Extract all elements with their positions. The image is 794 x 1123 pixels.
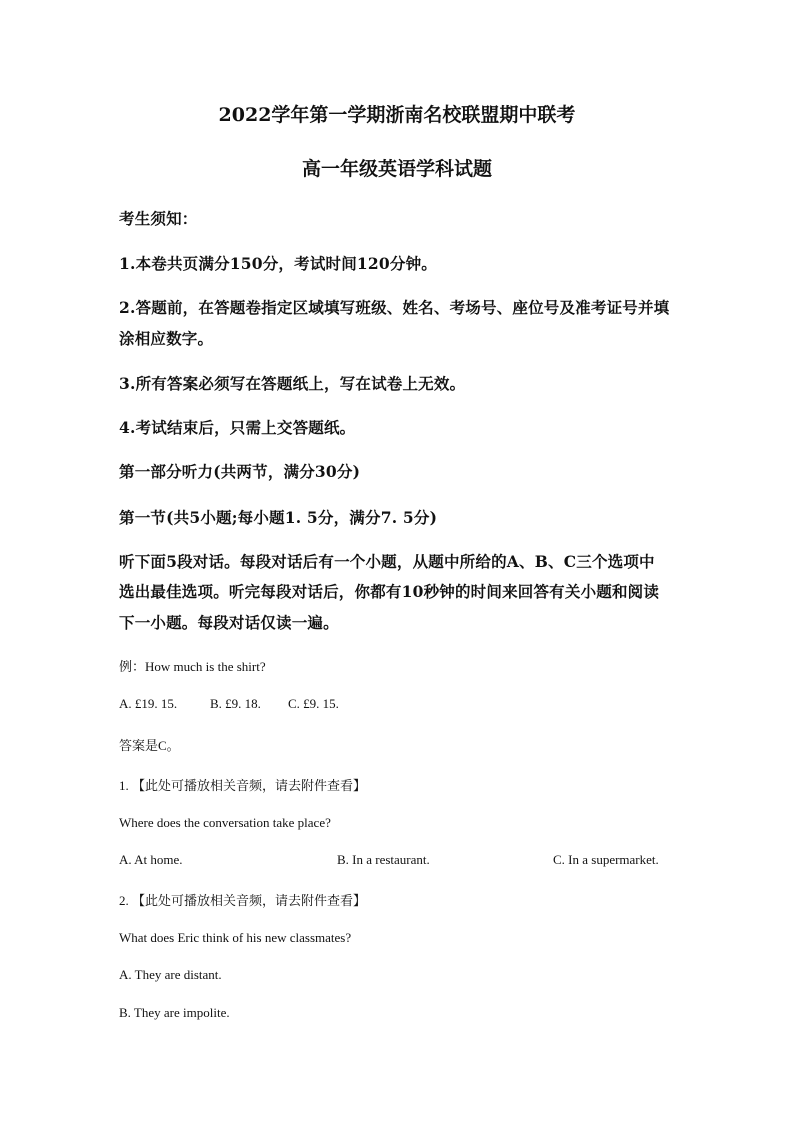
question-2-option-a: A. They are distant. [119,967,222,982]
example-question: 例：How much is the shirt? [119,659,266,674]
notice-item-1: 1.本卷共页满分150分，考试时间120分钟。 [119,254,437,273]
notice-item-2-continued: 涂相应数字。 [119,329,214,348]
example-option-a: A. £19. 15. [119,696,178,711]
question-1-audio-link[interactable]: 1. 【此处可播放相关音频，请去附件查看】 [119,778,367,793]
instruction-line: 下一小题。每段对话仅读一遍。 [119,613,339,632]
question-2-text: What does Eric think of his new classmates? [119,930,352,945]
notice-item-3: 3.所有答案必须写在答题纸上，写在试卷上无效。 [119,374,466,393]
exam-subtitle: 高一年级英语学科试题 [301,158,492,180]
notice-heading: 考生须知： [119,209,198,228]
instruction-line: 听下面5段对话。每段对话后有一个小题，从题中所给的A、B、C三个选项中 [119,552,655,571]
section-heading: 第一节(共5小题;每小题1. 5分，满分7. 5分) [119,508,438,527]
example-answer: 答案是C。 [119,738,180,753]
question-1-option-b: B. In a restaurant. [337,852,430,867]
notice-item-2: 2.答题前，在答题卷指定区域填写班级、姓名、考场号、座位号及准考证号并填 [119,298,670,317]
exam-title: 2022学年第一学期浙南名校联盟期中联考 [218,104,576,126]
question-2-option-b: B. They are impolite. [119,1005,230,1020]
question-1-option-c: C. In a supermarket. [553,852,659,867]
question-1-text: Where does the conversation take place? [119,815,331,830]
example-option-b: B. £9. 18. [210,696,261,711]
example-option-c: C. £9. 15. [288,696,339,711]
question-1-option-a: A. At home. [119,852,183,867]
instruction-line: 选出最佳选项。听完每段对话后，你都有10秒钟的时间来回答有关小题和阅读 [119,582,660,601]
question-2-audio-link[interactable]: 2. 【此处可播放相关音频，请去附件查看】 [119,893,367,908]
part-heading: 第一部分听力(共两节，满分30分) [119,462,361,481]
notice-item-4: 4.考试结束后，只需上交答题纸。 [119,418,356,437]
